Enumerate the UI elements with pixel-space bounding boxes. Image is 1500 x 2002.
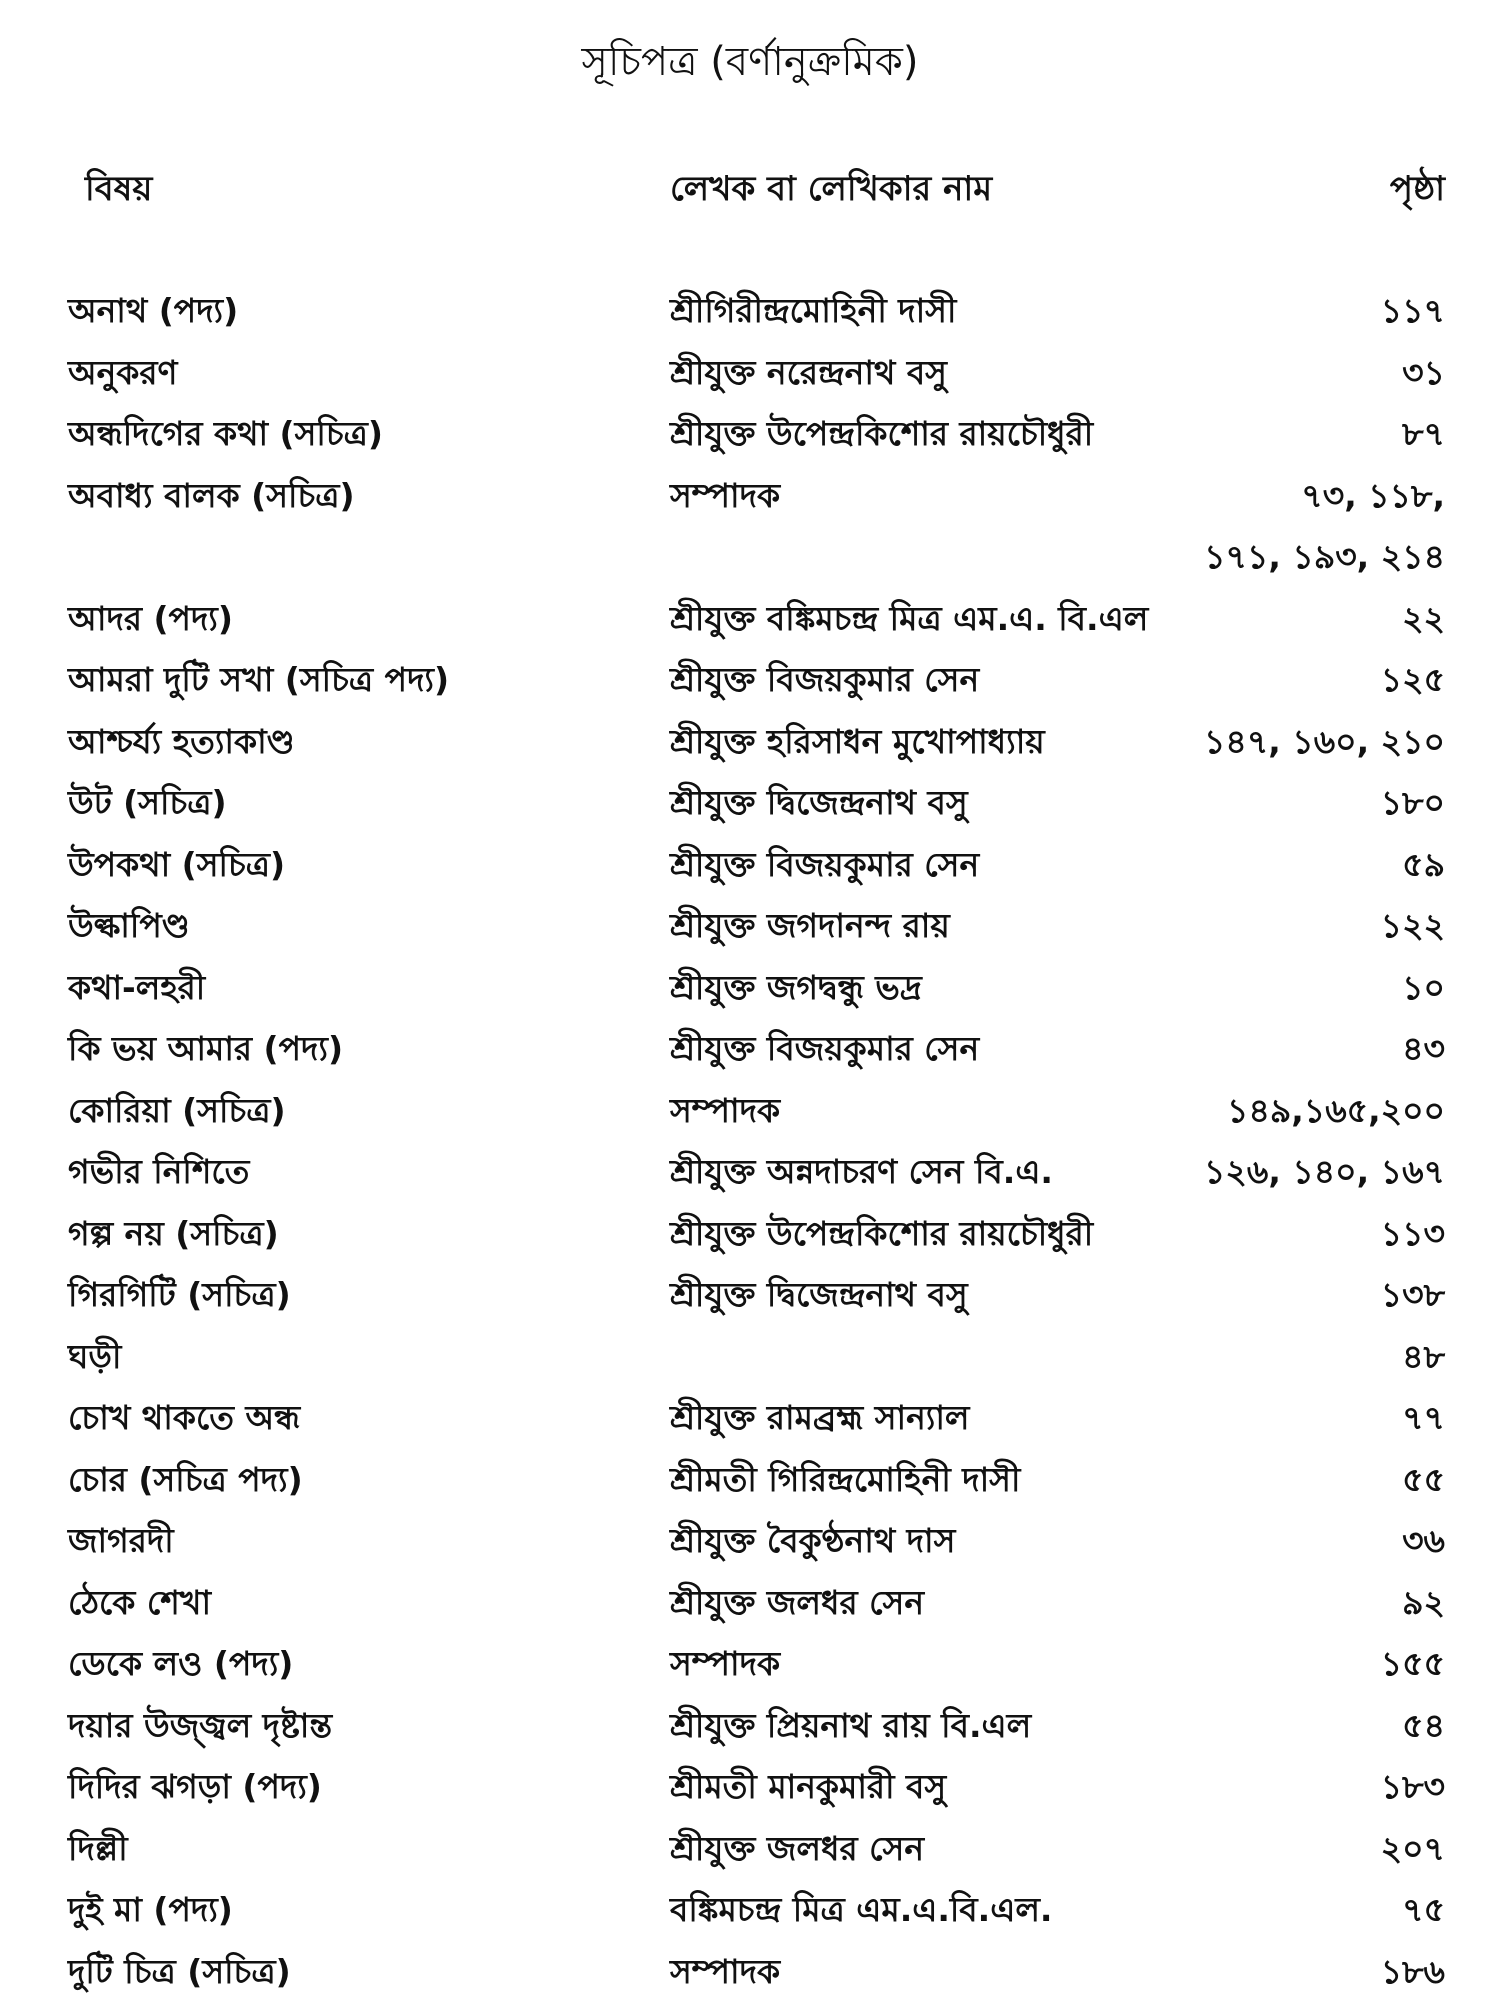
- table-row: [0, 711, 1500, 773]
- entry-subject: আদর (পদ্য): [68, 588, 233, 650]
- entry-author: শ্রীযুক্ত বিজয়কুমার সেন: [670, 834, 979, 896]
- entry-author: শ্রীযুক্ত জলধর সেন: [670, 1818, 924, 1880]
- entry-subject: ঠেকে শেখা: [68, 1572, 211, 1634]
- entry-pages: ১০: [1402, 957, 1445, 1019]
- entry-pages: ৪৩: [1402, 1018, 1445, 1080]
- table-row: [0, 1510, 1500, 1572]
- table-row: [0, 1387, 1500, 1449]
- entry-author: শ্রীযুক্ত উপেন্দ্রকিশোর রায়চৌধুরী: [670, 403, 1093, 465]
- entry-pages: ১৩৮: [1381, 1264, 1445, 1326]
- entry-pages: ১৮৩: [1381, 1756, 1445, 1818]
- table-row: [0, 649, 1500, 711]
- entry-pages: ৫৪: [1402, 1695, 1445, 1757]
- entry-author: শ্রীযুক্ত নরেন্দ্রনাথ বসু: [670, 342, 947, 404]
- entry-pages: ১২২: [1381, 895, 1445, 957]
- entry-pages: ১৮৬: [1381, 1941, 1445, 2002]
- entry-subject: গিরগিটি (সচিত্র): [68, 1264, 291, 1326]
- column-header-page: পৃষ্ঠা: [1390, 163, 1445, 220]
- entry-pages: ৯২: [1402, 1572, 1445, 1634]
- table-row: [0, 465, 1500, 527]
- entry-subject: গভীর নিশিতে: [68, 1141, 249, 1203]
- table-row: [0, 1572, 1500, 1634]
- entry-subject: ডেকে লও (পদ্য): [68, 1633, 293, 1695]
- entry-subject: জাগরদী: [68, 1510, 174, 1572]
- entry-subject: অন্ধদিগের কথা (সচিত্র): [68, 403, 383, 465]
- table-row: [0, 342, 1500, 404]
- entry-author: শ্রীযুক্ত অন্নদাচরণ সেন বি.এ.: [670, 1141, 1053, 1203]
- entry-pages: ৩৬: [1402, 1510, 1445, 1572]
- entry-subject: দয়ার উজ্জ্বল দৃষ্টান্ত: [68, 1695, 332, 1757]
- table-row: [0, 403, 1500, 465]
- table-row: [0, 1449, 1500, 1511]
- entry-subject: কথা-লহরী: [68, 957, 205, 1019]
- entry-author: শ্রীযুক্ত দ্বিজেন্দ্রনাথ বসু: [670, 772, 968, 834]
- entry-author: শ্রীযুক্ত জগদ্বন্ধু ভদ্র: [670, 957, 922, 1019]
- table-row: [0, 1695, 1500, 1757]
- entry-pages: ২০৭: [1381, 1818, 1445, 1880]
- table-row: [0, 1203, 1500, 1265]
- entry-subject: দুটি চিত্র (সচিত্র): [68, 1941, 291, 2002]
- entry-pages: ৫৫: [1402, 1449, 1445, 1511]
- entry-pages: ৮৭: [1402, 403, 1445, 465]
- table-row: [0, 1264, 1500, 1326]
- entry-pages: ৭৫: [1402, 1879, 1445, 1941]
- entry-subject: উল্কাপিণ্ড: [68, 895, 190, 957]
- entry-author: শ্রীযুক্ত বঙ্কিমচন্দ্র মিত্র এম.এ. বি.এল: [670, 588, 1148, 650]
- entry-author: সম্পাদক: [670, 1633, 780, 1695]
- entry-subject: অনুকরণ: [68, 342, 177, 404]
- entry-pages: ৭৭: [1402, 1387, 1445, 1449]
- entry-author: শ্রীযুক্ত রামব্রহ্ম সান্যাল: [670, 1387, 970, 1449]
- table-row: [0, 1941, 1500, 2002]
- column-header-author: লেখক বা লেখিকার নাম: [670, 163, 992, 220]
- entry-author: শ্রীযুক্ত দ্বিজেন্দ্রনাথ বসু: [670, 1264, 968, 1326]
- table-row: [0, 1326, 1500, 1388]
- entry-pages: ৩১: [1402, 342, 1445, 404]
- entry-subject: দুই মা (পদ্য): [68, 1879, 233, 1941]
- entry-subject: চোখ থাকতে অন্ধ: [68, 1387, 300, 1449]
- entry-pages: ১১৭: [1381, 280, 1445, 342]
- entry-author: শ্রীগিরীন্দ্রমোহিনী দাসী: [670, 280, 956, 342]
- table-row: [0, 1756, 1500, 1818]
- entry-subject: উপকথা (সচিত্র): [68, 834, 285, 896]
- entry-subject: কোরিয়া (সচিত্র): [68, 1080, 286, 1142]
- table-row: [0, 1633, 1500, 1695]
- column-header-subject: বিষয়: [85, 163, 152, 220]
- entry-subject: দিদির ঝগড়া (পদ্য): [68, 1756, 322, 1818]
- entry-subject: উট (সচিত্র): [68, 772, 227, 834]
- table-row: [0, 1818, 1500, 1880]
- entry-author: শ্রীযুক্ত হরিসাধন মুখোপাধ্যায়: [670, 711, 1045, 773]
- entry-author: সম্পাদক: [670, 465, 780, 527]
- entry-pages: ১৪৭, ১৬০, ২১০: [1204, 711, 1445, 773]
- entry-author: শ্রীযুক্ত প্রিয়নাথ রায় বি.এল: [670, 1695, 1031, 1757]
- entry-pages: ১৪৯,১৬৫,২০০: [1227, 1080, 1445, 1142]
- table-row: [0, 280, 1500, 342]
- entry-pages: ২২: [1402, 588, 1445, 650]
- entry-author: শ্রীযুক্ত উপেন্দ্রকিশোর রায়চৌধুরী: [670, 1203, 1093, 1265]
- entry-author: শ্রীযুক্ত জগদানন্দ রায়: [670, 895, 950, 957]
- entry-subject: ঘড়ী: [68, 1326, 121, 1388]
- entry-subject: দিল্লী: [68, 1818, 128, 1880]
- entry-pages: ১৮০: [1381, 772, 1445, 834]
- table-row: [0, 957, 1500, 1019]
- entry-author: সম্পাদক: [670, 1080, 780, 1142]
- entry-subject: আশ্চর্য্য হত্যাকাণ্ড: [68, 711, 295, 773]
- table-row: [0, 895, 1500, 957]
- entry-pages: ১৭১, ১৯৩, ২১৪: [1204, 526, 1445, 588]
- entry-pages: ১২৫: [1381, 649, 1445, 711]
- entry-subject: অবাধ্য বালক (সচিত্র): [68, 465, 355, 527]
- table-row: [0, 526, 1500, 588]
- entry-author: শ্রীযুক্ত বৈকুণ্ঠনাথ দাস: [670, 1510, 955, 1572]
- entry-author: সম্পাদক: [670, 1941, 780, 2002]
- entry-author: বঙ্কিমচন্দ্র মিত্র এম.এ.বি.এল.: [670, 1879, 1052, 1941]
- table-row: [0, 772, 1500, 834]
- entry-author: শ্রীমতী গিরিন্দ্রমোহিনী দাসী: [670, 1449, 1020, 1511]
- table-row: [0, 1141, 1500, 1203]
- entry-subject: কি ভয় আমার (পদ্য): [68, 1018, 343, 1080]
- table-row: [0, 1018, 1500, 1080]
- entry-subject: আমরা দুটি সখা (সচিত্র পদ্য): [68, 649, 449, 711]
- entry-pages: ১২৬, ১৪০, ১৬৭: [1204, 1141, 1445, 1203]
- index-list: [0, 280, 1500, 2002]
- entry-pages: ৫৯: [1402, 834, 1445, 896]
- table-row: [0, 1879, 1500, 1941]
- entry-author: শ্রীমতী মানকুমারী বসু: [670, 1756, 946, 1818]
- table-row: [0, 588, 1500, 650]
- entry-subject: গল্প নয় (সচিত্র): [68, 1203, 279, 1265]
- page-title: সূচিপত্র (বর্ণানুক্রমিক): [0, 30, 1500, 97]
- entry-pages: ৪৮: [1402, 1326, 1445, 1388]
- entry-author: শ্রীযুক্ত বিজয়কুমার সেন: [670, 649, 979, 711]
- table-row: [0, 834, 1500, 896]
- entry-subject: অনাথ (পদ্য): [68, 280, 238, 342]
- entry-pages: ১১৩: [1381, 1203, 1445, 1265]
- entry-pages: ৭৩, ১১৮,: [1301, 465, 1445, 527]
- entry-pages: ১৫৫: [1381, 1633, 1445, 1695]
- entry-author: শ্রীযুক্ত বিজয়কুমার সেন: [670, 1018, 979, 1080]
- entry-subject: চোর (সচিত্র পদ্য): [68, 1449, 303, 1511]
- table-row: [0, 1080, 1500, 1142]
- entry-author: শ্রীযুক্ত জলধর সেন: [670, 1572, 924, 1634]
